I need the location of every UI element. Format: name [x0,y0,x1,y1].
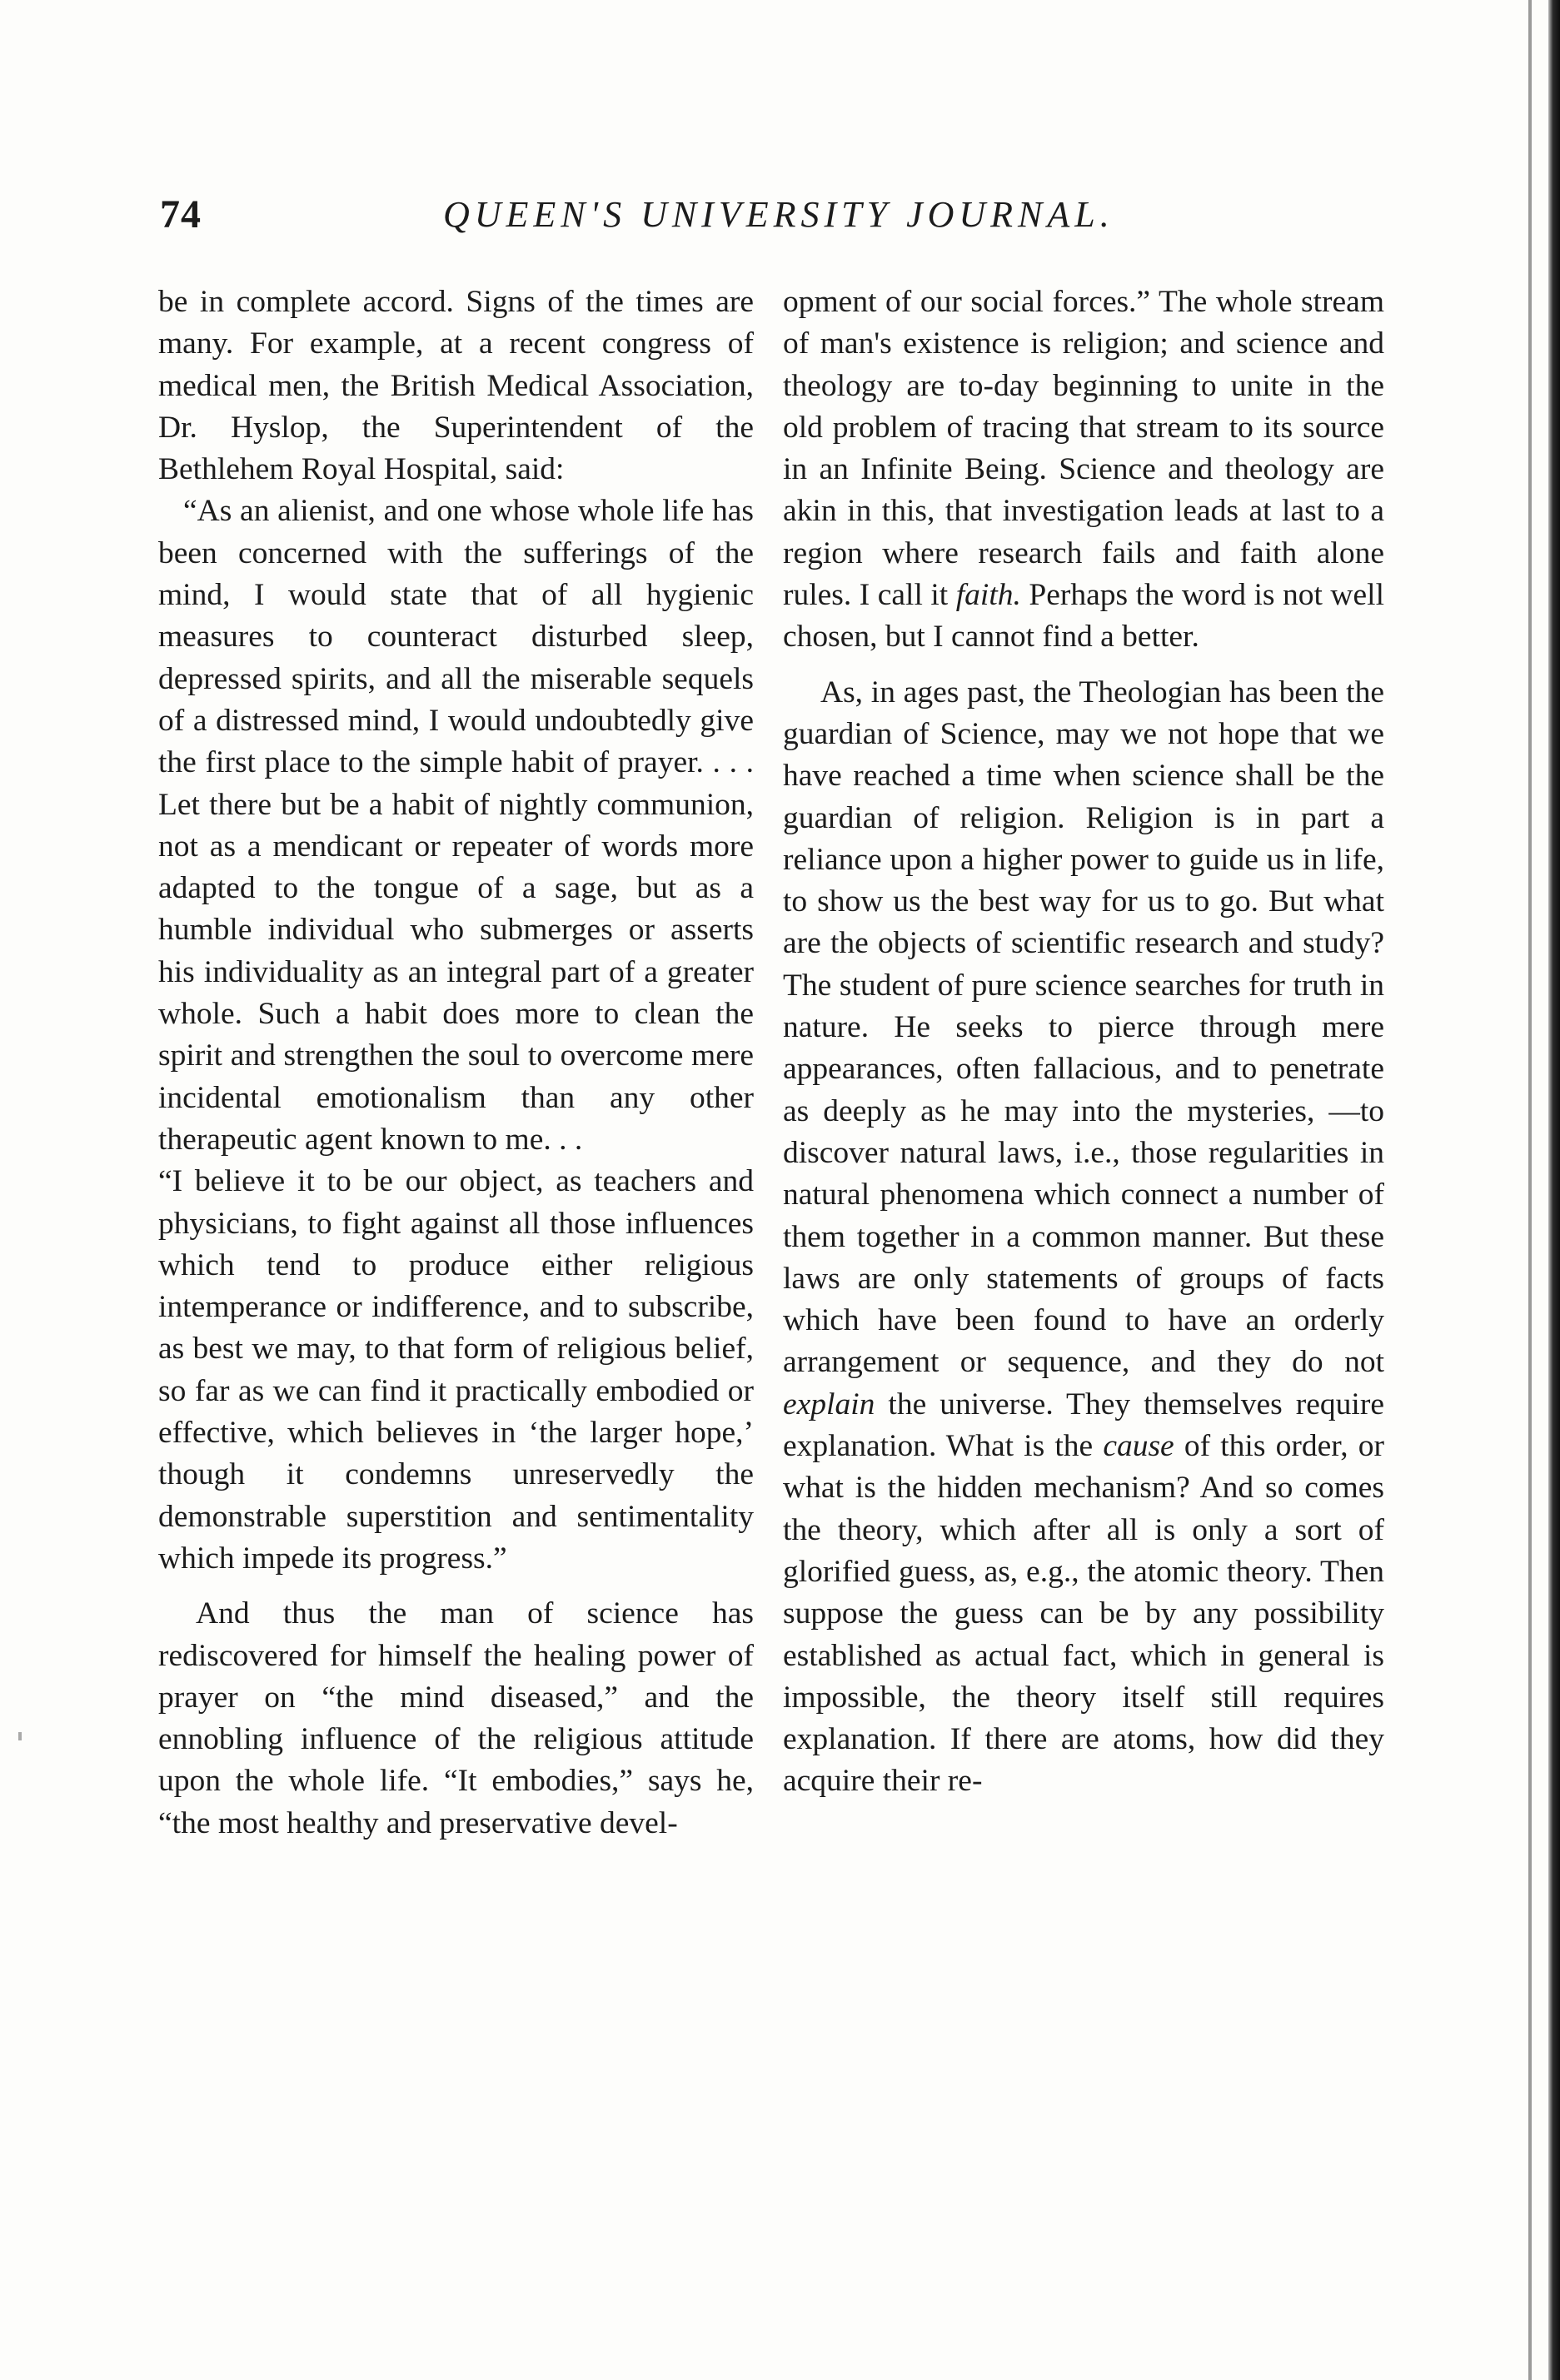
paragraph: And thus the man of science has rediscovered for himself the healing power of prayer on “the mind diseased,” and the ennobling influence of the religious attitude upon the whole life. “It embodies,” says he, “the most healthy and preservative devel- [158,1596,754,1840]
page-number: 74 [160,192,202,237]
running-title: QUEEN'S UNIVERSITY JOURNAL. [443,194,1114,235]
right-column [783,281,1384,1803]
italic-word: cause [1103,1429,1174,1464]
scan-speck [18,1732,22,1740]
paragraph [783,672,1384,1803]
text-run: of this order, or what is the hidden mechanism? And so comes the theory, which after all is only a sort of glorified guess, as, e.g., the atomic theory. Then suppose the guess can be by any possibility established as actual fact, which in general is impossible, the theory itself still requires explanation. If there are atoms, how did they acquire their re- [783,1429,1384,1799]
text-run: Perhaps the word is not well chosen, but I cannot find a better. [783,578,1384,655]
italic-word: faith. [955,578,1021,613]
text-run: opment of our social forces.” The whole stream of man's existence is religion; and science and theology are to-day beginning to unite in the old problem of tracing that stream to its source in an Infinite Being. Science and theology are akin in this, that investigation leads at last to a region where research fails and faith alone rules. I call it [783,285,1384,613]
text-run: the universe. They themselves require explanation. What is the [783,1387,1384,1464]
page-binding-shadow [1528,0,1532,2380]
left-column [158,281,754,1845]
paragraph [783,281,1384,659]
quoted-paragraph: “As an alienist, and one whose whole life has been concerned with the sufferings of the mind, I would state that of all hygienic measures to counteract disturbed sleep, depressed spirits, and all the miserable sequels of a distressed mind, I would undoubtedly give the first place to the simple habit of prayer. . . . Let there but be a habit of nightly communion, not as a mendicant or repeater of words more adapted to the tongue of a sage, but as a humble individual who submerges or asserts his individuality as an integral part of a greater whole. Such a habit does more to clean the spirit and strengthen the soul to overcome mere incidental emotionalism than any other therapeutic agent known to me. . . [158,494,754,1157]
text-run: As, in ages past, the Theologian has been the guardian of Science, may we not hope that we have reached a time when science shall be the guardian of religion. Religion is in part a reliance upon a higher power to guide us in life, to show us the best way for us to go. But what are the objects of scientific research and study? The student of pure science searches for truth in nature. He seeks to pierce through mere appearances, often fallacious, and to penetrate as deeply as he may into the mysteries, —to discover natural laws, i.e., those regularities in natural phenomena which connect a number of them together in a common manner. But these laws are only statements of groups of facts which have been found to have an orderly arrangement or sequence, and they do not [783,675,1384,1380]
page-edge [1548,0,1560,2380]
italic-word: explain [783,1387,875,1422]
page-header [160,192,1384,250]
quoted-paragraph: “I believe it to be our object, as teachers and physicians, to fight against all those influences which tend to produce either religious intemperance or indifference, and to subscribe, as best we may, to that form of religious belief, so far as we can find it practically embodied or effective, which believes in ‘the larger hope,’ though it condemns unreservedly the demonstrable superstition and sentimentality which impede its progress.” [158,1164,754,1576]
paragraph: be in complete accord. Signs of the times are many. For example, at a recent congress of medical men, the British Medical Association, Dr. Hyslop, the Superintendent of the Bethlehem Royal Hospital, said: [158,285,754,487]
